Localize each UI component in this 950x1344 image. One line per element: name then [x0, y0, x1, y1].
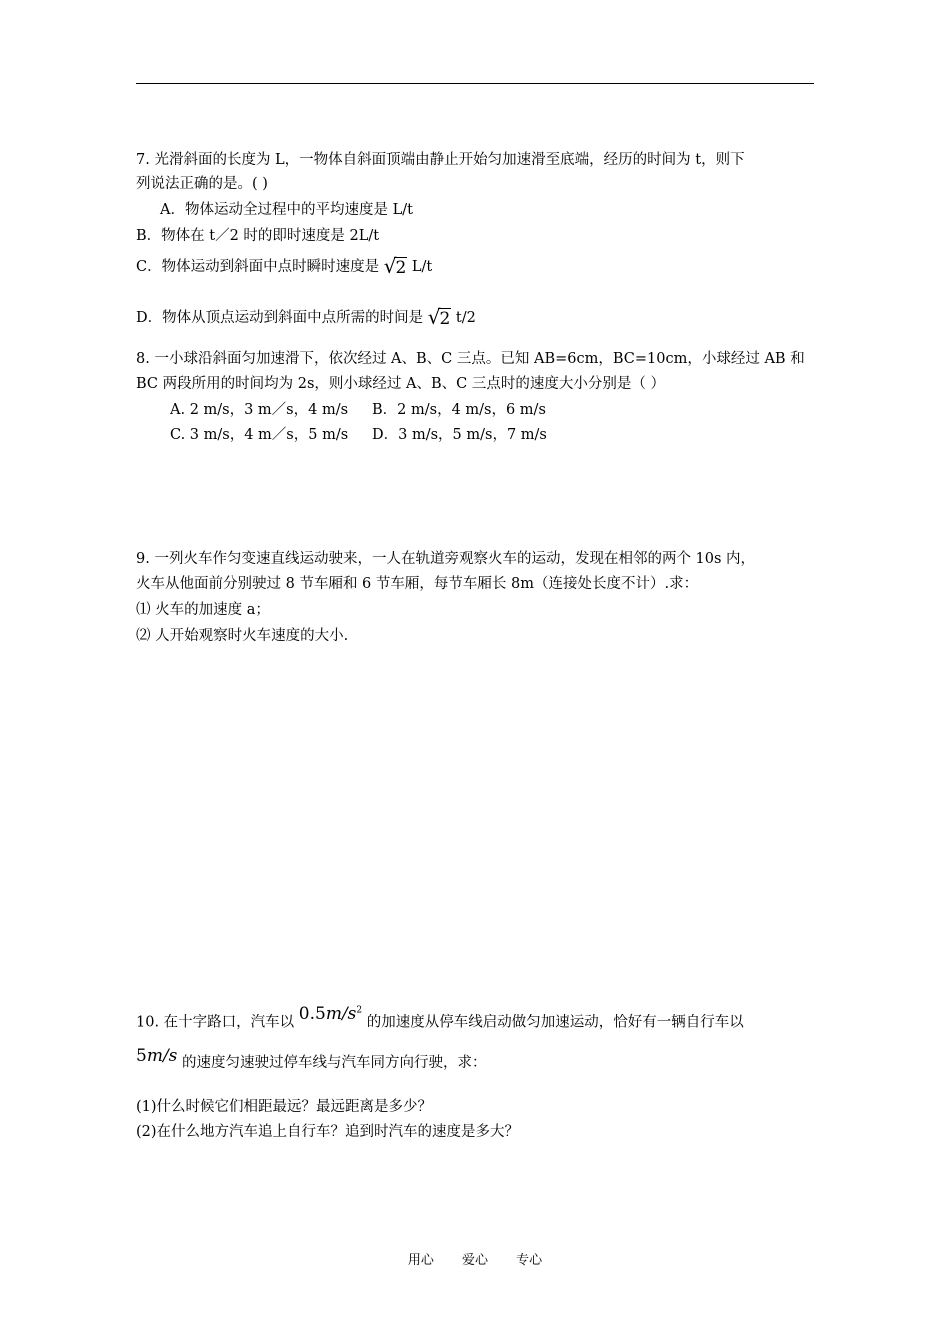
acceleration-formula: $0.5m/s^2$ — [298, 1003, 363, 1024]
q7-line-2: 列说法正确的是。( ) — [136, 176, 268, 192]
q7-option-b: B．物体在 t／2 时的即时速度是 2L/t — [136, 228, 380, 244]
q7-option-a: A．物体运动全过程中的平均速度是 L/t — [160, 202, 413, 218]
q9-line-2: 火车从他面前分别驶过 8 节车厢和 6 节车厢，每节车厢长 8m（连接处长度不计）.求： — [136, 576, 699, 592]
q8-option-c: C. 3 m/s，4 m／s，5 m/s — [170, 427, 349, 443]
q8-line-1: 8. 一小球沿斜面匀加速滑下，依次经过 A、B、C 三点。已知 AB=6cm，BC=10cm，小球经过 AB 和 — [136, 351, 805, 367]
q7-option-d-unit: t/2 — [455, 310, 476, 326]
q7-option-d — [136, 307, 476, 329]
page-footer — [0, 1249, 950, 1268]
q7-option-c — [136, 256, 432, 278]
q7-option-c-text: C．物体运动到斜面中点时瞬时速度是 — [136, 259, 380, 275]
q9-part-2: ⑵ 人开始观察时火车速度的大小. — [136, 628, 349, 644]
q7-option-c-unit: L/t — [411, 259, 433, 275]
footer-word-2: 爱心 — [461, 1253, 488, 1268]
q8-option-b: B．2 m/s，4 m/s，6 m/s — [372, 402, 546, 418]
q10-line-2 — [136, 1046, 487, 1073]
footer-word-3: 专心 — [516, 1253, 543, 1268]
q8-line-2: BC 两段所用的时间均为 2s，则小球经过 A、B、C 三点时的速度大小分别是（ ） — [136, 376, 665, 392]
q10-line-2-post: 的速度匀速驶过停车线与汽车同方向行驶，求： — [182, 1055, 487, 1071]
q8-option-a: A. 2 m/s，3 m／s，4 m/s — [170, 402, 349, 418]
footer-word-1: 用心 — [407, 1253, 434, 1268]
q9-line-1: 9. 一列火车作匀变速直线运动驶来，一人在轨道旁观察火车的运动，发现在相邻的两个 10s 内， — [136, 551, 756, 567]
q10-part-1: (1)什么时候它们相距最远？最远距离是多少？ — [136, 1099, 433, 1115]
q9-part-1: ⑴ 火车的加速度 a； — [136, 602, 270, 618]
q10-part-2: (2)在什么地方汽车追上自行车？追到时汽车的速度是多大？ — [136, 1124, 520, 1140]
header-rule — [136, 83, 814, 84]
q10-line-1 — [136, 1003, 744, 1033]
q7-line-1: 7. 光滑斜面的长度为 L，一物体自斜面顶端由静止开始匀加速滑至底端，经历的时间为 t，则下 — [136, 152, 745, 168]
sqrt-symbol: √2 — [427, 305, 451, 329]
sqrt-symbol: √2 — [383, 254, 407, 278]
q7-option-d-text: D．物体从顶点运动到斜面中点所需的时间是 — [136, 310, 424, 326]
q10-line-1-pre: 10. 在十字路口，汽车以 — [136, 1014, 295, 1031]
speed-formula: 5m/s — [136, 1046, 178, 1066]
q10-line-1-post: 的加速度从停车线启动做匀加速运动，恰好有一辆自行车以 — [366, 1014, 744, 1031]
q8-option-d: D．3 m/s，5 m/s，7 m/s — [372, 427, 547, 443]
